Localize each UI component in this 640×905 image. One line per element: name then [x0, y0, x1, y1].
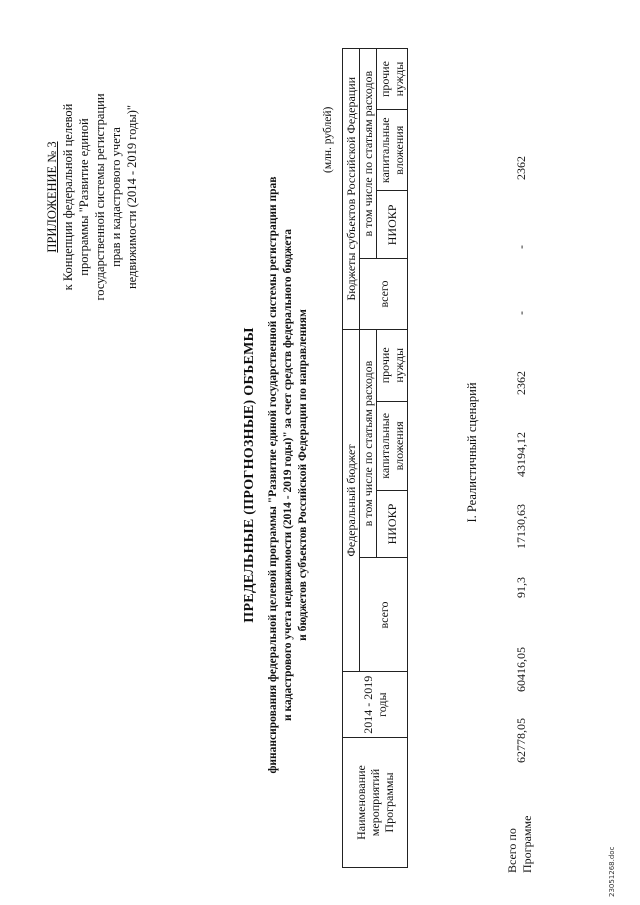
header-regional: Бюджеты субъектов Российской Федерации — [343, 49, 360, 330]
title-line: и бюджетов субъектов Российской Федерации по направлениям — [297, 309, 309, 641]
header-reg-items: в том числе по статьям расходов — [360, 49, 377, 259]
header-reg-capital: капитальные вложения — [377, 110, 408, 191]
title-line: и кадастрового учета недвижимости (2014 - 2019 годы)" за счет средств федерального бюджета — [282, 228, 294, 722]
header-fed-total: всего — [360, 558, 408, 672]
header-fed-items: в том числе по статьям расходов — [360, 329, 377, 558]
appendix-number: ПРИЛОЖЕНИЕ № 3 — [45, 141, 59, 253]
row-fed-capital: 17130,63 — [514, 504, 528, 549]
header-fed-capital: капитальные вложения — [377, 402, 408, 491]
header-period: 2014 - 2019 годы — [343, 672, 408, 738]
scenario-heading: I. Реалистичный сценарий — [465, 382, 479, 523]
row-name: Всего по Программе — [505, 815, 534, 873]
appendix-line: программы "Развитие единой — [77, 118, 91, 276]
appendix-line: к Концепции федеральной целевой — [61, 103, 75, 291]
appendix-line: прав и кадастрового учета — [109, 127, 123, 267]
title-main: ПРЕДЕЛЬНЫЕ (ПРОГНОЗНЫЕ) ОБЪЕМЫ — [242, 327, 257, 623]
row-reg-niokr: - — [514, 311, 528, 315]
header-reg-niokr: НИОКР — [377, 191, 408, 259]
header-fed-other: прочие нужды — [377, 329, 408, 401]
appendix-line: недвижимости (2014 - 2019 годы)" — [125, 104, 139, 290]
row-fed-other: 43194,12 — [514, 432, 528, 477]
header-reg-total: всего — [360, 259, 408, 329]
header-fed-niokr: НИОКР — [377, 490, 408, 558]
units-label: (млн. рублей) — [322, 106, 334, 173]
header-federal: Федеральный бюджет — [343, 329, 360, 672]
row-fed-total: 60416,05 — [514, 647, 528, 692]
header-reg-other: прочие нужды — [377, 49, 408, 110]
appendix-line: государственной системы регистрации — [93, 93, 107, 301]
row-fed-niokr: 91,3 — [514, 577, 528, 598]
title-line: финансирования федеральной целевой программы "Развитие единой государственной системы регистрации прав — [267, 176, 279, 774]
row-reg-capital: - — [514, 245, 528, 249]
row-period-total: 62778,05 — [514, 718, 528, 763]
doc-id: 23051268.doc — [608, 846, 616, 897]
row-reg-other: 2362 — [514, 156, 528, 180]
row-reg-total: 2362 — [514, 371, 528, 395]
header-name: Наименование мероприятий Программы — [343, 737, 408, 867]
